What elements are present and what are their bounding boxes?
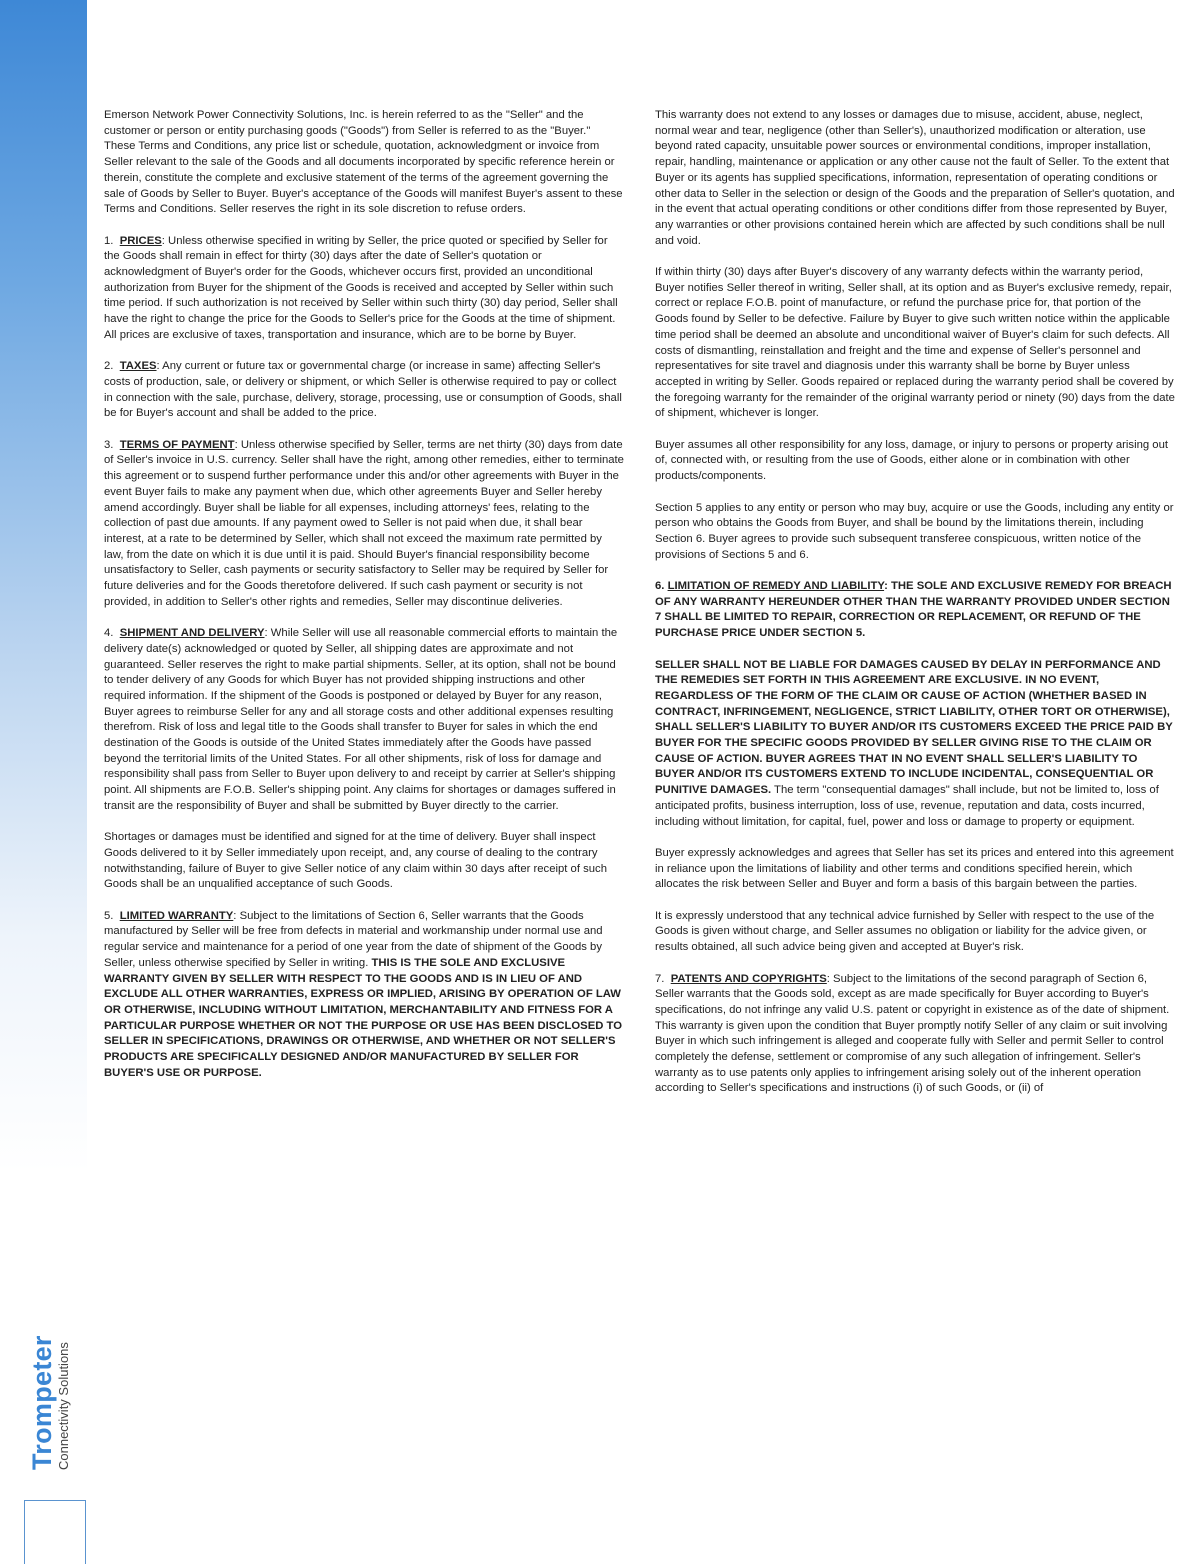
warranty-exclusions-paragraph <box>655 108 1175 249</box>
intro-paragraph <box>104 108 624 218</box>
brand-logo <box>28 1290 78 1470</box>
section-taxes <box>104 359 624 422</box>
section-5-applicability-paragraph <box>655 501 1175 564</box>
warranty-remedy-paragraph <box>655 265 1175 422</box>
section-heading: LIMITED WARRANTY <box>119 909 234 922</box>
section-body: : THE SOLE AND EXCLUSIVE REMEDY FOR BREACH OF ANY WARRANTY HEREUNDER OTHER THAN THE WARRANTY PROVIDED UNDER SECTION 7 SHALL BE LIMITED TO REPAIR, CORRECTION OR REPLACEMENT, OR REFUND OF THE PURCHASE PRICE UNDER SECTION 5. <box>655 580 1172 640</box>
section-body: : Unless otherwise specified in writing by Seller, the price quoted or specified by Seller for the Goods shall remain in effect for thirty (30) days after the date of Seller's quotation or acknowledgment of Buyer's order for the Goods, whichever occurs first, provided an unconditional authorization from Buyer for the shipment of the Goods is received and accepted by Seller within such time period. If such authorization is not received by Seller within such thirty (30) day period, Seller shall have the right to change the price for the Goods to Seller's price for the Goods at the time of shipment. All prices are exclusive of taxes, transportation and insurance, which are to be borne by Buyer. <box>104 234 618 341</box>
section-body: : Any current or future tax or governmental charge (or increase in same) affecting Seller's costs of production, sale, or delivery or shipment, or which Seller is otherwise required to pay or collect in connection with the sale, purchase, delivery, storage, processing, use or consumption of Goods, shall be for Buyer's account and shall be added to the price. <box>104 360 622 420</box>
warranty-disclaimer: THIS IS THE SOLE AND EXCLUSIVE WARRANTY GIVEN BY SELLER WITH RESPECT TO THE GOODS AND IS IN LIEU OF AND EXCLUDE ALL OTHER WARRANTIES, EXPRESS OR IMPLIED, ARISING BY OPERATION OF LAW OR OTHERWISE, INCLUDING WITHOUT LIMITATION, MERCHANTABILITY AND FITNESS FOR A PARTICULAR PURPOSE WHETHER OR NOT THE PURPOSE OR USE HAS BEEN DISCLOSED TO SELLER IN SPECIFICATIONS, DRAWINGS OR OTHERWISE, AND WHETHER OR NOT SELLER'S PRODUCTS ARE SPECIFICALLY DESIGNED AND/OR MANUFACTURED BY SELLER FOR BUYER'S USE OR PURPOSE. <box>104 956 623 1079</box>
section-number: 5. <box>104 909 114 922</box>
paragraph-text: The term "consequential damages" shall include, but not be limited to, loss of anticipated profits, business interruption, loss of use, revenue, reputation and data, costs incurred, including without limitation, for capital, fuel, power and loss or damage to property or equipment. <box>655 784 1159 828</box>
section-number: 3. <box>104 438 114 451</box>
section-number: 7. <box>655 972 665 985</box>
shortages-paragraph <box>104 830 624 893</box>
paragraph-text: Buyer assumes all other responsibility for any loss, damage, or injury to persons or property arising out of, connected with, or resulting from the use of Goods, either alone or in combination with other products/components. <box>655 438 1168 483</box>
section-heading: PRICES <box>119 234 162 247</box>
section-heading: TERMS OF PAYMENT <box>119 438 235 451</box>
section-terms-of-payment <box>104 438 624 611</box>
liability-paragraph <box>655 658 1175 831</box>
section-heading: SHIPMENT AND DELIVERY <box>119 627 265 640</box>
buyer-responsibility-paragraph <box>655 438 1175 485</box>
section-heading: LIMITATION OF REMEDY AND LIABILITY <box>667 580 885 593</box>
paragraph-text: This warranty does not extend to any losses or damages due to misuse, accident, abuse, neglect, normal wear and tear, negligence (other than Seller's), unauthorized modification or alteration, use beyond rated capacity, unsuitable power sources or environmental conditions, improper installation, repair, handling, maintenance or application or any other cause not the fault of Seller. To the extent that Buyer or its agents has supplied specifications, information, representation of operating conditions or other data to Seller in the selection or design of the Goods and the preparation of Seller's quotation, and in the event that actual operating conditions or other conditions differ from those represented by Buyer, any warranties or other provisions contained herein which are affected by such conditions shall be null and void. <box>655 109 1175 247</box>
left-column <box>104 108 624 1097</box>
paragraph-text: Shortages or damages must be identified and signed for at the time of delivery. Buyer shall inspect Goods delivered to it by Seller immediately upon receipt, and, any course of dealing to the contrary notwithstanding, failure of Buyer to give Seller notice of any claim within 30 days after receipt of such Goods shall be an unqualified acceptance of such Goods. <box>104 831 607 891</box>
section-heading: TAXES <box>119 360 157 373</box>
paragraph-text: If within thirty (30) days after Buyer's discovery of any warranty defects within the warranty period, Buyer notifies Seller thereof in writing, Seller shall, at its option and as Buyer's exclusive remedy, repair, correct or replace F.O.B. point of manufacture, or refund the purchase price for, that portion of the Goods found by Seller to be defective. Failure by Buyer to give such written notice within the applicable time period shall be deemed an absolute and unconditional waiver of Buyer's claim for such defects. All costs of dismantling, reinstallation and freight and the time and expense of Seller's personnel and representatives for site travel and diagnosis under this warranty shall be borne by Buyer unless accepted in writing by Seller. Goods repaired or replaced during the warranty period shall be covered by the foregoing warranty for the remainder of the original warranty period or ninety (90) days from the date of shipment, whichever is longer. <box>655 266 1175 420</box>
section-body: : While Seller will use all reasonable commercial efforts to maintain the delivery date(s) acknowledged or quoted by Seller, all shipping dates are approximate and not guaranteed. Seller reserves the right to make partial shipments. Seller, at its option, shall not be bound to tender delivery of any Goods for which Buyer has not provided shipping instructions and other required information. If the shipment of the Goods is postponed or delayed by Buyer for any reason, Buyer agrees to reimburse Seller for any and all storage costs and other additional expenses resulting therefrom. Risk of loss and legal title to the Goods shall transfer to Buyer for sales in which the end destination of the Goods is outside of the United States immediately after the Goods have passed beyond the territorial limits of the United States. For all other shipments, risk of loss for damage and responsibility shall pass from Seller to Buyer upon delivery to and receipt by carrier at Seller's shipping point. All shipments are F.O.B. Seller's shipping point. Any claims for shortages or damages suffered in transit are the responsibility of Buyer and shall be submitted by Buyer directly to the carrier. <box>104 627 618 812</box>
section-heading: PATENTS AND COPYRIGHTS <box>670 972 827 985</box>
section-number: 2. <box>104 360 114 373</box>
section-prices <box>104 234 624 344</box>
paragraph-text: Buyer expressly acknowledges and agrees that Seller has set its prices and entered into this agreement in reliance upon the limitations of liability and other terms and conditions specified herein, which allocates the risk between Seller and Buyer and form a basis of this bargain between the parties. <box>655 846 1174 891</box>
section-patents-and-copyrights <box>655 972 1175 1098</box>
section-limited-warranty <box>104 909 624 1082</box>
section-shipment-and-delivery <box>104 626 624 814</box>
pricing-acknowledgment-paragraph <box>655 846 1175 893</box>
section-body: : Subject to the limitations of Section 6, Seller warrants that the Goods manufactured by Seller will be free from defects in material and workmanship under normal use and regular service and maintenance for a period of one year from the date of shipment of the Goods by Seller, unless otherwise specified by Seller in writing. <box>104 909 603 969</box>
section-number: 1. <box>104 234 114 247</box>
section-number: 4. <box>104 627 114 640</box>
paragraph-text: Section 5 applies to any entity or person who may buy, acquire or use the Goods, including any entity or person who obtains the Goods from Buyer, and shall be bound by the limitations therein, including Section 6. Buyer agrees to provide such subsequent transferee conspicuous, written notice of the provisions of Sections 5 and 6. <box>655 501 1174 561</box>
brand-tagline: Connectivity Solutions <box>56 1342 71 1470</box>
brand-name: Trompeter <box>27 1335 57 1470</box>
section-limitation-of-remedy <box>655 579 1175 642</box>
technical-advice-paragraph <box>655 909 1175 956</box>
intro-text: Emerson Network Power Connectivity Solutions, Inc. is herein referred to as the "Seller" and the customer or person or entity purchasing goods ("Goods") from Seller is referred to as the "Buyer." These Terms and Conditions, any price list or schedule, quotation, acknowledgment or invoice from Seller relevant to the sale of the Goods and all documents incorporated by specific reference herein or therein, constitute the complete and exclusive statement of the terms of the agreement governing the sale of Goods by Seller to Buyer. Buyer's acceptance of the Goods will manifest Buyer's assent to these Terms and Conditions. Seller reserves the right in its sole discretion to refuse orders. <box>104 109 623 216</box>
section-number: 6. <box>655 580 665 593</box>
section-body: : Subject to the limitations of the second paragraph of Section 6, Seller warrants that the Goods sold, except as are made specifically for Buyer according to Buyer's specifications, do not infringe any valid U.S. patent or copyright in existence as of the date of shipment. This warranty is given upon the condition that Buyer promptly notify Seller of any claim or suit involving Buyer in which such infringement is alleged and cooperate fully with Seller and permit Seller to control completely the defense, settlement or compromise of any such allegation of infringement. Seller's warranty as to use patents only applies to infringement arising solely out of the inherent operation according to Seller's specifications and instructions (i) of such Goods, or (ii) of <box>655 972 1170 1095</box>
page-corner-box <box>24 1500 86 1564</box>
right-column <box>655 108 1175 1113</box>
section-body: : Unless otherwise specified by Seller, terms are net thirty (30) days from date of Seller's invoice in U.S. currency. Seller shall have the right, among other remedies, either to terminate this agreement or to suspend further performance under this and/or other agreements with Buyer in the event Buyer fails to make any payment when due, which other agreements Buyer and Seller hereby amend accordingly. Buyer shall be liable for all expenses, including attorneys' fees, relating to the collection of past due amounts. If any payment owed to Seller is not paid when due, it shall bear interest, at a rate to be determined by Seller, which shall not exceed the maximum rate permitted by law, from the date on which it is due until it is paid. Should Buyer's financial responsibility become unsatisfactory to Seller, cash payments or security satisfactory to Seller may be required by Seller for future deliveries and for the Goods theretofore delivered. If such cash payment or security is not provided, in addition to Seller's other rights and remedies, Seller may discontinue deliveries. <box>104 438 624 608</box>
liability-disclaimer: SELLER SHALL NOT BE LIABLE FOR DAMAGES CAUSED BY DELAY IN PERFORMANCE AND THE REMEDIES SET FORTH IN THIS AGREEMENT ARE EXCLUSIVE. IN NO EVENT, REGARDLESS OF THE FORM OF THE CLAIM OR CAUSE OF ACTION (WHETHER BASED IN CONTRACT, INFRINGEMENT, NEGLIGENCE, STRICT LIABILITY, OTHER TORT OR OTHERWISE), SHALL SELLER'S LIABILITY TO BUYER AND/OR ITS CUSTOMERS EXCEED THE PRICE PAID BY BUYER FOR THE SPECIFIC GOODS PROVIDED BY SELLER GIVING RISE TO THE CLAIM OR CAUSE OF ACTION. BUYER AGREES THAT IN NO EVENT SHALL SELLER'S LIABILITY TO BUYER AND/OR ITS CUSTOMERS EXTEND TO INCLUDE INCIDENTAL, CONSEQUENTIAL OR PUNITIVE DAMAGES. <box>655 658 1173 797</box>
paragraph-text: It is expressly understood that any technical advice furnished by Seller with respect to the use of the Goods is given without charge, and Seller assumes no obligation or liability for the advice given, or results obtained, all such advice being given and accepted at Buyer's risk. <box>655 909 1155 954</box>
